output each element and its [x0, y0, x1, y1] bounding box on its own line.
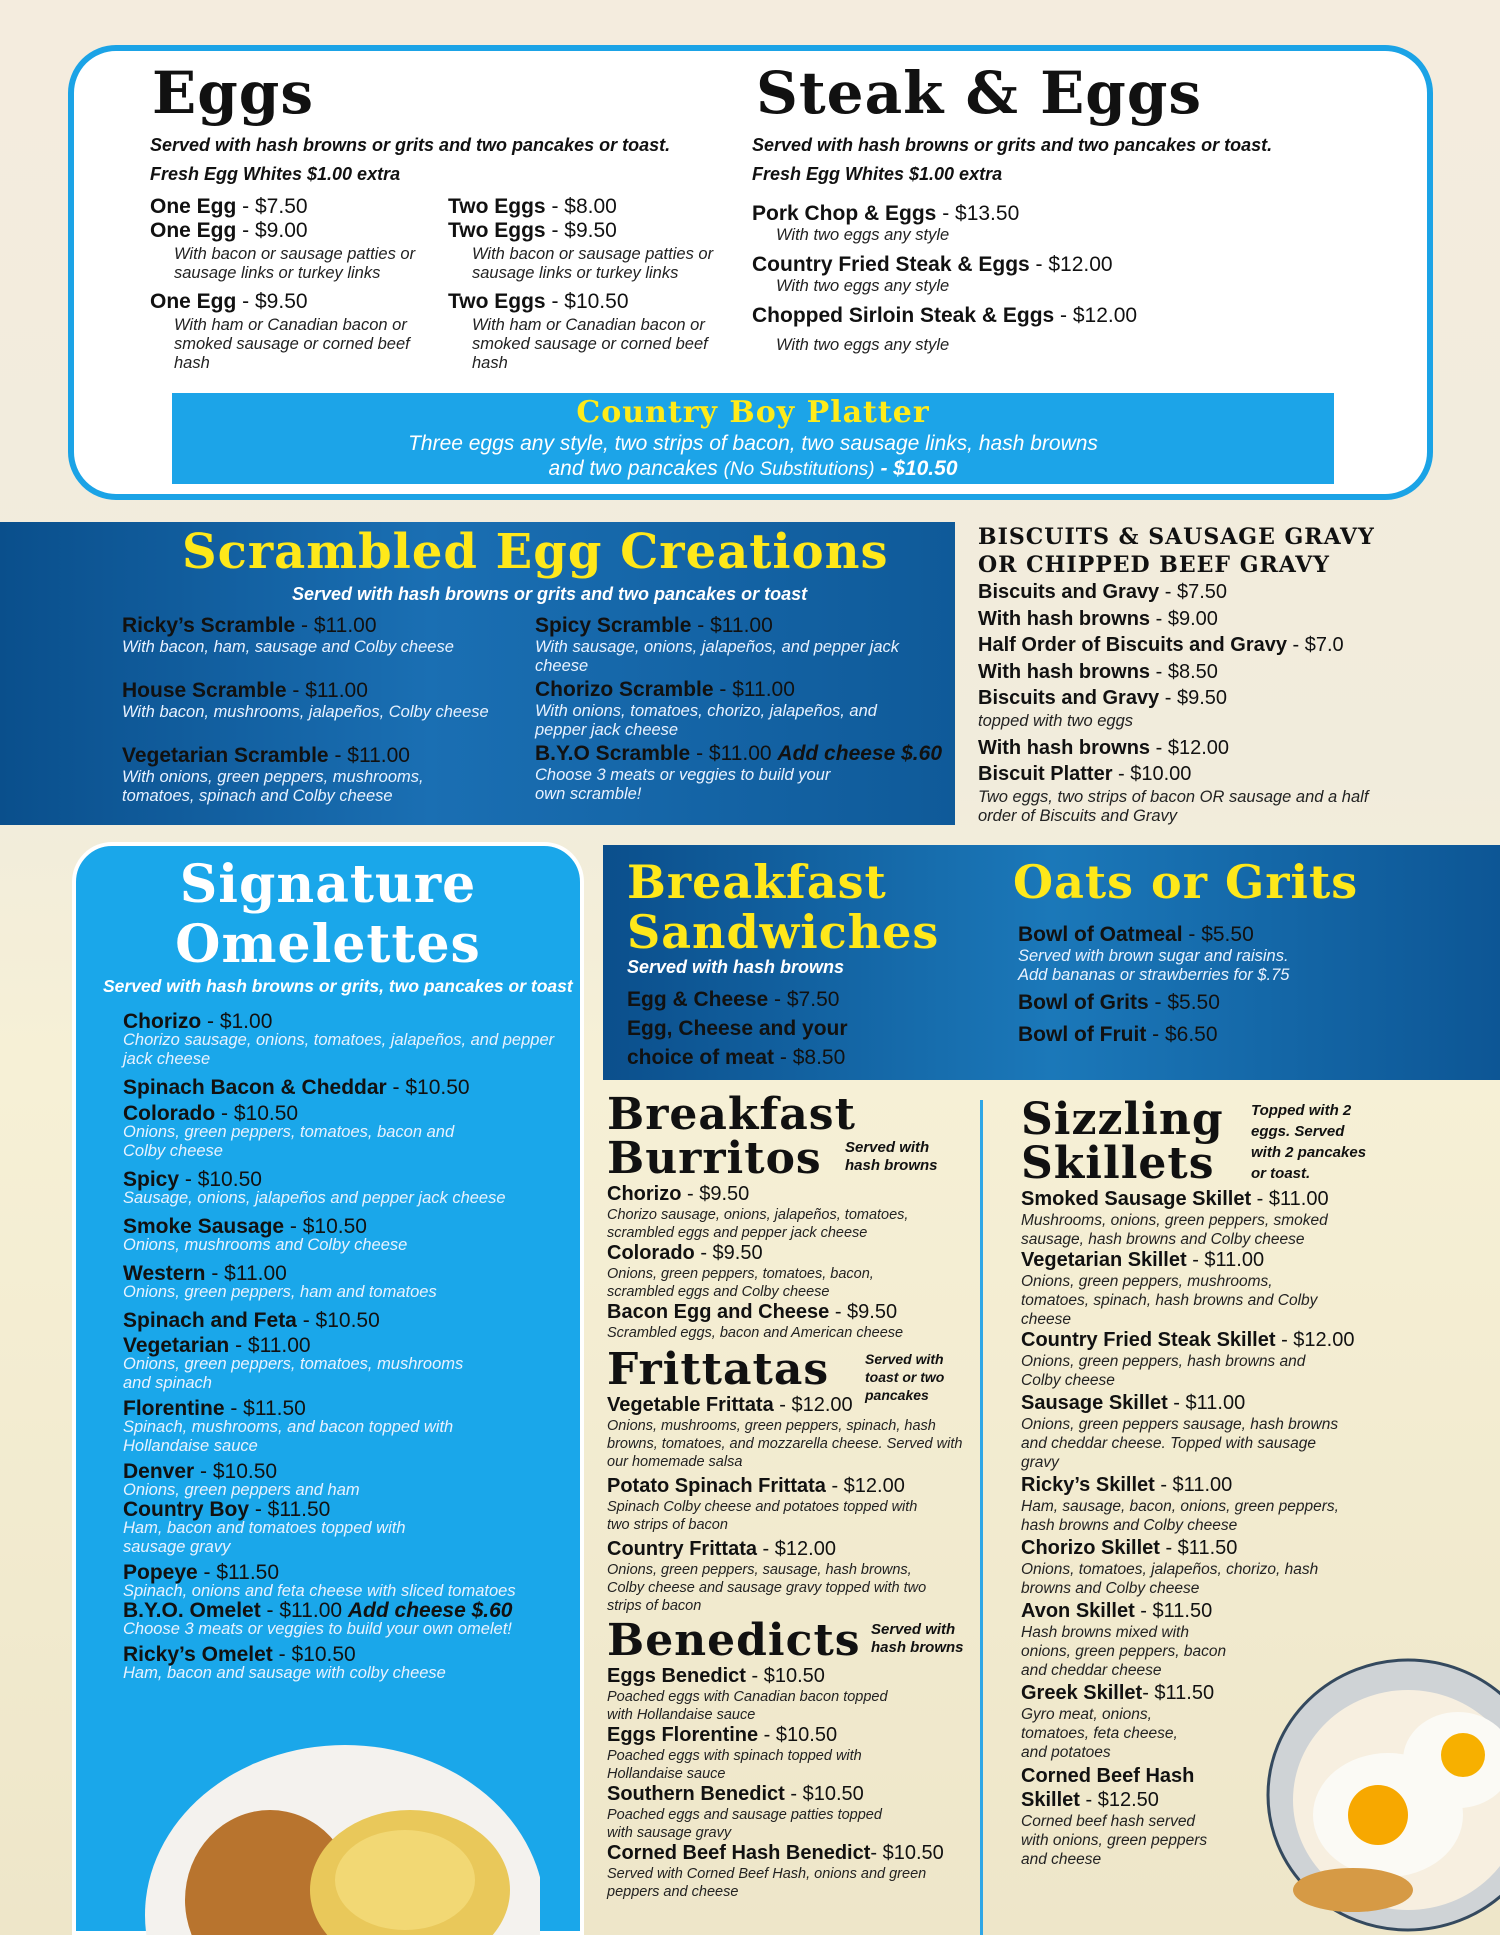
- item-desc: Ham, sausage, bacon, onions, green peppers, hash browns and Colby cheese: [1021, 1498, 1339, 1534]
- menu-item: Two Eggs - $8.00: [448, 195, 617, 218]
- menu-item: Half Order of Biscuits and Gravy - $7.0: [978, 634, 1344, 656]
- menu-item: Colorado - $9.50: [607, 1242, 763, 1264]
- menu-item: Potato Spinach Frittata - $12.00: [607, 1475, 905, 1497]
- scrambled-title: Scrambled Egg Creations: [182, 524, 889, 580]
- menu-item: Egg, Cheese and your: [627, 1017, 848, 1040]
- skillets-title-2: Skillets: [1021, 1138, 1215, 1189]
- item-desc: Two eggs, two strips of bacon OR sausage and a half order of Biscuits and Gravy: [978, 787, 1369, 825]
- item-desc: Spinach Colby cheese and potatoes topped with two strips of bacon: [607, 1499, 918, 1533]
- item-desc: With ham or Canadian bacon or smoked sausage or corned beef hash: [174, 316, 410, 372]
- menu-item: Greek Skillet- $11.50: [1021, 1682, 1215, 1704]
- sandwiches-subtitle: Served with hash browns: [627, 957, 845, 977]
- menu-item: Vegetarian - $11.00: [123, 1334, 311, 1357]
- item-desc: Onions, green peppers, hash browns and Colby cheese: [1021, 1353, 1306, 1389]
- scrambled-panel: [0, 522, 955, 825]
- menu-item: Spinach Bacon & Cheddar - $10.50: [123, 1076, 470, 1099]
- menu-item: Bowl of Oatmeal - $5.50: [1018, 923, 1254, 946]
- menu-item: Southern Benedict - $10.50: [607, 1783, 864, 1805]
- frittatas-title: Frittatas: [607, 1344, 830, 1395]
- menu-item: Bowl of Grits - $5.50: [1018, 991, 1220, 1014]
- skillet-eggs-image: [1258, 1650, 1500, 1935]
- sandwich-oats-band: [603, 845, 1500, 1080]
- menu-item: With hash browns - $8.50: [978, 660, 1218, 683]
- item-desc: topped with two eggs: [978, 711, 1134, 730]
- eggs-subtitle: Served with hash browns or grits and two pancakes or toast.: [150, 135, 671, 155]
- menu-item: Bowl of Fruit - $6.50: [1018, 1023, 1218, 1046]
- item-desc: Poached eggs with spinach topped with Hollandaise sauce: [607, 1748, 862, 1782]
- frittatas-note: Served with toast or two pancakes: [865, 1351, 945, 1403]
- item-desc: With ham or Canadian bacon or smoked sausage or corned beef hash: [472, 316, 708, 372]
- item-desc: With bacon, ham, sausage and Colby cheese: [122, 638, 454, 656]
- item-desc: With bacon, mushrooms, jalapeños, Colby cheese: [122, 703, 489, 721]
- item-desc: With bacon or sausage patties or sausage links or turkey links: [174, 245, 416, 282]
- menu-item: Ricky’s Skillet - $11.00: [1021, 1474, 1233, 1496]
- item-desc: Gyro meat, onions, tomatoes, feta cheese, and potatoes: [1021, 1706, 1178, 1761]
- menu-item: Country Fried Steak & Eggs - $12.00: [752, 253, 1113, 276]
- menu-item: Avon Skillet - $11.50: [1021, 1600, 1213, 1622]
- benedicts-title: Benedicts: [607, 1615, 861, 1666]
- menu-item: Corned Beef Hash Benedict- $10.50: [607, 1842, 944, 1864]
- biscuits-heading-2: OR CHIPPED BEEF GRAVY: [978, 552, 1331, 578]
- item-desc: Onions, green peppers, tomatoes, bacon, scrambled eggs and Colby cheese: [607, 1266, 874, 1300]
- menu-item: Country Boy - $11.50: [123, 1498, 331, 1521]
- item-desc: Onions, green peppers, tomatoes, mushrooms and spinach: [123, 1355, 464, 1392]
- eggs-egg-whites: Fresh Egg Whites $1.00 extra: [150, 164, 401, 184]
- burritos-title: Breakfast: [607, 1089, 856, 1140]
- menu-item: Biscuits and Gravy - $7.50: [978, 581, 1228, 603]
- menu-item: With hash browns - $12.00: [978, 736, 1229, 759]
- menu-item: Eggs Florentine - $10.50: [607, 1724, 838, 1746]
- menu-item: Chorizo Skillet - $11.50: [1021, 1537, 1238, 1559]
- biscuits-section: [978, 523, 1398, 826]
- omelettes-subtitle: Served with hash browns or grits, two pancakes or toast: [103, 976, 573, 996]
- menu-item: Chorizo - $9.50: [607, 1183, 750, 1205]
- menu-item: Egg & Cheese - $7.50: [627, 988, 840, 1011]
- scrambled-subtitle: Served with hash browns or grits and two pancakes or toast: [292, 584, 808, 604]
- menu-item: Denver - $10.50: [123, 1460, 278, 1483]
- item-desc: With two eggs any style: [776, 336, 950, 354]
- item-desc: Served with Corned Beef Hash, onions and green peppers and cheese: [607, 1866, 927, 1900]
- menu-item: Popeye - $11.50: [123, 1561, 280, 1584]
- menu-item: Smoked Sausage Skillet - $11.00: [1021, 1188, 1329, 1210]
- menu-item: Florentine - $11.50: [123, 1397, 306, 1420]
- item-desc: With two eggs any style: [776, 277, 950, 295]
- menu-item: One Egg - $9.00: [150, 219, 308, 242]
- menu-item: Two Eggs - $10.50: [448, 290, 629, 313]
- menu-item: Vegetarian Scramble - $11.00: [122, 744, 410, 767]
- burritos-title-2: Burritos: [607, 1133, 822, 1184]
- menu-item: Smoke Sausage - $10.50: [123, 1215, 367, 1238]
- item-desc: Sausage, onions, jalapeños and pepper jack cheese: [123, 1189, 506, 1207]
- item-desc: Choose 3 meats or veggies to build your own scramble!: [535, 766, 831, 803]
- item-desc: Onions, green peppers, ham and tomatoes: [123, 1283, 437, 1301]
- item-desc: Onions, green peppers, tomatoes, bacon and Colby cheese: [123, 1123, 455, 1160]
- item-desc: Onions, green peppers sausage, hash browns and cheddar cheese. Topped with sausage gravy: [1021, 1416, 1339, 1471]
- item-desc: Onions, mushrooms and Colby cheese: [123, 1236, 408, 1254]
- item-desc: Scrambled eggs, bacon and American cheese: [607, 1325, 904, 1341]
- menu-item: Corned Beef Hash Skillet - $12.50: [1021, 1765, 1195, 1811]
- menu-item: Spicy - $10.50: [123, 1168, 262, 1191]
- item-desc: Choose 3 meats or veggies to build your own omelet!: [123, 1620, 512, 1638]
- omelettes-list: [123, 1012, 563, 1683]
- item-desc: With bacon or sausage patties or sausage links or turkey links: [472, 245, 714, 282]
- item-desc: Spinach, mushrooms, and bacon topped with Hollandaise sauce: [123, 1418, 454, 1455]
- country-boy-platter-banner: [172, 393, 1334, 484]
- item-desc: With two eggs any style: [776, 226, 950, 244]
- menu-item: Bacon Egg and Cheese - $9.50: [607, 1301, 898, 1323]
- menu-item: One Egg - $9.50: [150, 290, 308, 313]
- item-desc: Ham, bacon and tomatoes topped with sausage gravy: [123, 1519, 406, 1556]
- menu-item: One Egg - $7.50: [150, 195, 308, 218]
- menu-item: Western - $11.00: [123, 1262, 287, 1285]
- benedicts-note: Served with hash browns: [871, 1621, 964, 1656]
- menu-item: Eggs Benedict - $10.50: [607, 1665, 825, 1687]
- skillets-note: Topped with 2 eggs. Served with 2 pancakes or toast.: [1251, 1102, 1367, 1182]
- item-desc: With onions, tomatoes, chorizo, jalapeños, and pepper jack cheese: [535, 702, 877, 739]
- sandwiches-items: [627, 985, 927, 1072]
- menu-item: Vegetable Frittata - $12.00: [607, 1394, 853, 1416]
- menu-item: Country Fried Steak Skillet - $12.00: [1021, 1329, 1355, 1351]
- item-desc: Mushrooms, onions, green peppers, smoked sausage, hash browns and Colby cheese: [1021, 1212, 1328, 1248]
- menu-item: Two Eggs - $9.50: [448, 219, 617, 242]
- menu-item: Ricky’s Scramble - $11.00: [122, 614, 377, 637]
- item-desc: Spinach, onions and feta cheese with sliced tomatoes: [123, 1582, 516, 1600]
- menu-item: Vegetarian Skillet - $11.00: [1021, 1249, 1265, 1271]
- menu-item: With hash browns - $9.00: [978, 607, 1218, 630]
- steak-eggs-title: Steak & Eggs: [756, 59, 1203, 127]
- item-desc: Onions, tomatoes, jalapeños, chorizo, hash browns and Colby cheese: [1021, 1561, 1319, 1597]
- menu-item: B.Y.O Scramble - $11.00 Add cheese $.60: [535, 742, 942, 765]
- steak-items: [752, 202, 1312, 355]
- skillets-title: Sizzling: [1021, 1094, 1224, 1145]
- item-desc: Poached eggs with Canadian bacon topped with Hollandaise sauce: [607, 1689, 888, 1723]
- steak-egg-whites: Fresh Egg Whites $1.00 extra: [752, 164, 1003, 184]
- oats-title: Oats or Grits: [1013, 855, 1359, 909]
- item-desc: Onions, mushrooms, green peppers, spinach, hash browns, tomatoes, and mozzarella cheese. Served with our homemade salsa: [607, 1418, 963, 1470]
- burritos-note: Served with hash browns: [845, 1139, 938, 1174]
- menu-item: Spicy Scramble - $11.00: [535, 614, 773, 637]
- item-desc: Onions, green peppers, sausage, hash browns, Colby cheese and sausage gravy topped with two strips of bacon: [607, 1562, 927, 1614]
- item-desc: Onions, green peppers, mushrooms, tomatoes, spinach, hash browns and Colby cheese: [1021, 1273, 1318, 1328]
- biscuits-heading: BISCUITS & SAUSAGE GRAVY: [978, 524, 1375, 550]
- menu-item: choice of meat - $8.50: [627, 1046, 846, 1069]
- menu-item: Chopped Sirloin Steak & Eggs - $12.00: [752, 304, 1138, 327]
- menu-item: Colorado - $10.50: [123, 1102, 299, 1125]
- menu-item: House Scramble - $11.00: [122, 679, 368, 702]
- platter-desc: Three eggs any style, two strips of bacon, two sausage links, hash browns and two pancakes (No Substitutions) - $10.50: [408, 432, 1098, 480]
- scrambled-col-one: [122, 614, 522, 806]
- menu-item: Sausage Skillet - $11.00: [1021, 1392, 1246, 1414]
- item-desc: Chorizo sausage, onions, tomatoes, jalapeños, and pepper jack cheese: [123, 1031, 555, 1068]
- eggs-col-two: [448, 195, 728, 373]
- item-desc: With sausage, onions, jalapeños, and pepper jack cheese: [535, 638, 900, 675]
- sandwiches-title: Breakfast Sandwiches: [627, 855, 940, 959]
- menu-item: Biscuit Platter - $10.00: [978, 763, 1192, 785]
- item-desc: Chorizo sausage, onions, jalapeños, tomatoes, scrambled eggs and pepper jack cheese: [607, 1207, 909, 1241]
- biscuits-items: [978, 579, 1398, 712]
- oats-items: [1018, 923, 1488, 1047]
- burritos-section: [607, 1089, 977, 1901]
- menu-item: Chorizo Scramble - $11.00: [535, 678, 795, 701]
- menu-item: Spinach and Feta - $10.50: [123, 1309, 380, 1332]
- column-divider: [980, 1100, 983, 1935]
- menu-item: Pork Chop & Eggs - $13.50: [752, 202, 1020, 225]
- menu-item: Ricky’s Omelet - $10.50: [123, 1643, 356, 1666]
- platter-title: Country Boy Platter: [576, 395, 930, 430]
- menu-item: Chorizo - $1.00: [123, 1010, 273, 1033]
- omelette-plate-image: [140, 1730, 540, 1935]
- item-desc: Ham, bacon and sausage with colby cheese: [123, 1664, 446, 1682]
- eggs-title: Eggs: [152, 59, 314, 127]
- scrambled-col-two: [535, 614, 945, 804]
- menu-item: B.Y.O. Omelet - $11.00 Add cheese $.60: [123, 1599, 513, 1622]
- menu-item: Country Frittata - $12.00: [607, 1538, 836, 1560]
- item-desc: With onions, green peppers, mushrooms, tomatoes, spinach and Colby cheese: [122, 768, 424, 805]
- steak-subtitle: Served with hash browns or grits and two pancakes or toast.: [752, 135, 1273, 155]
- menu-item: Biscuits and Gravy - $9.50: [978, 687, 1228, 709]
- eggs-col-one: [150, 195, 430, 373]
- item-desc: Onions, green peppers and ham: [123, 1481, 360, 1499]
- item-desc: Poached eggs and sausage patties topped with sausage gravy: [607, 1807, 882, 1841]
- item-desc: Hash browns mixed with onions, green peppers, bacon and cheddar cheese: [1021, 1624, 1227, 1679]
- item-desc: Served with brown sugar and raisins. Add bananas or strawberries for $.75: [1018, 947, 1290, 984]
- item-desc: Corned beef hash served with onions, green peppers and cheese: [1021, 1813, 1208, 1868]
- omelettes-title: Signature Omelettes: [175, 854, 481, 975]
